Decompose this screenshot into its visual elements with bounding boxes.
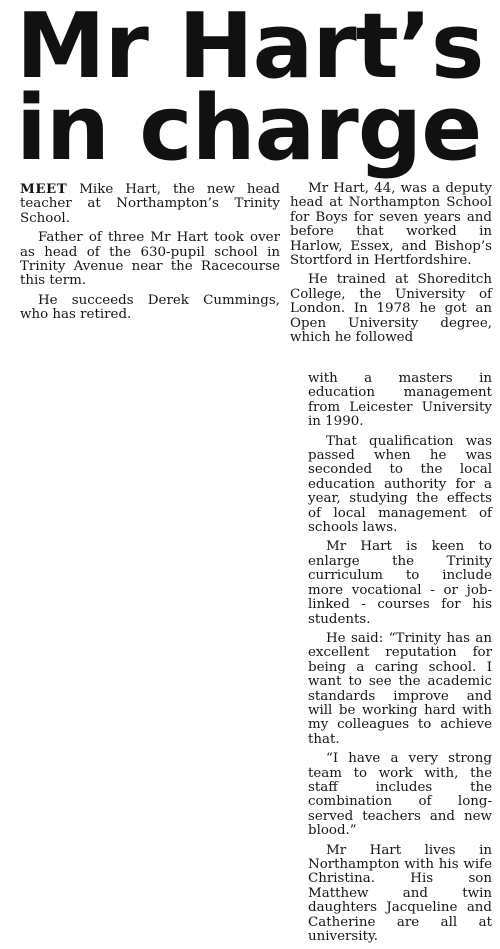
- article-paragraph-2: Father of three Mr Hart took over as head of the 630-pupil school in Trinity Avenue near the Racecourse this term.: [20, 230, 280, 289]
- article-right-column-bottom: [308, 372, 492, 949]
- article-paragraph-5: He trained at Shoreditch College, the University of London. In 1978 he got an Open University degree, which he followed: [290, 272, 492, 346]
- article-paragraph-6: That qualification was passed when he was seconded to the local education authority for a year, studying the effects of local management of schools laws.: [308, 433, 492, 536]
- article-right-column-top: [290, 182, 492, 350]
- article-paragraph-3: He succeeds Derek Cummings, who has retired.: [20, 292, 280, 323]
- article-paragraph-10: Mr Hart lives in Northampton with his wife Christina. His son Matthew and twin daughters Jacqueline and Catherine are all at university.: [308, 842, 492, 945]
- article-paragraph-5-continued: with a masters in education management from Leicester University in 1990.: [308, 371, 492, 430]
- article-paragraph-8: He said: “Trinity has an excellent reputation for being a caring school. I want to see the academic standards improve and will be working hard with my colleagues to achieve that.: [308, 630, 492, 747]
- headline-line-1: Mr Hart’s: [16, 0, 484, 99]
- article-paragraph-9: “I have a very strong team to work with, the staff includes the combination of long-served teachers and new blood.”: [308, 751, 492, 839]
- headline-line-2: in charge: [16, 76, 482, 181]
- paragraph-text: Mike Hart, the new head teacher at Northampton’s Trinity School.: [20, 182, 280, 226]
- lead-word: MEET: [20, 181, 68, 197]
- article-left-column: [20, 182, 280, 328]
- article-paragraph-1: [20, 182, 280, 226]
- article-paragraph-4: Mr Hart, 44, was a deputy head at Northampton School for Boys for seven years and before that worked in Harlow, Essex, and Bishop’s Stortford in Hertfordshire.: [290, 181, 492, 269]
- article-paragraph-7: Mr Hart is keen to enlarge the Trinity curriculum to include more vocational - or job-linked - courses for his students.: [308, 539, 492, 627]
